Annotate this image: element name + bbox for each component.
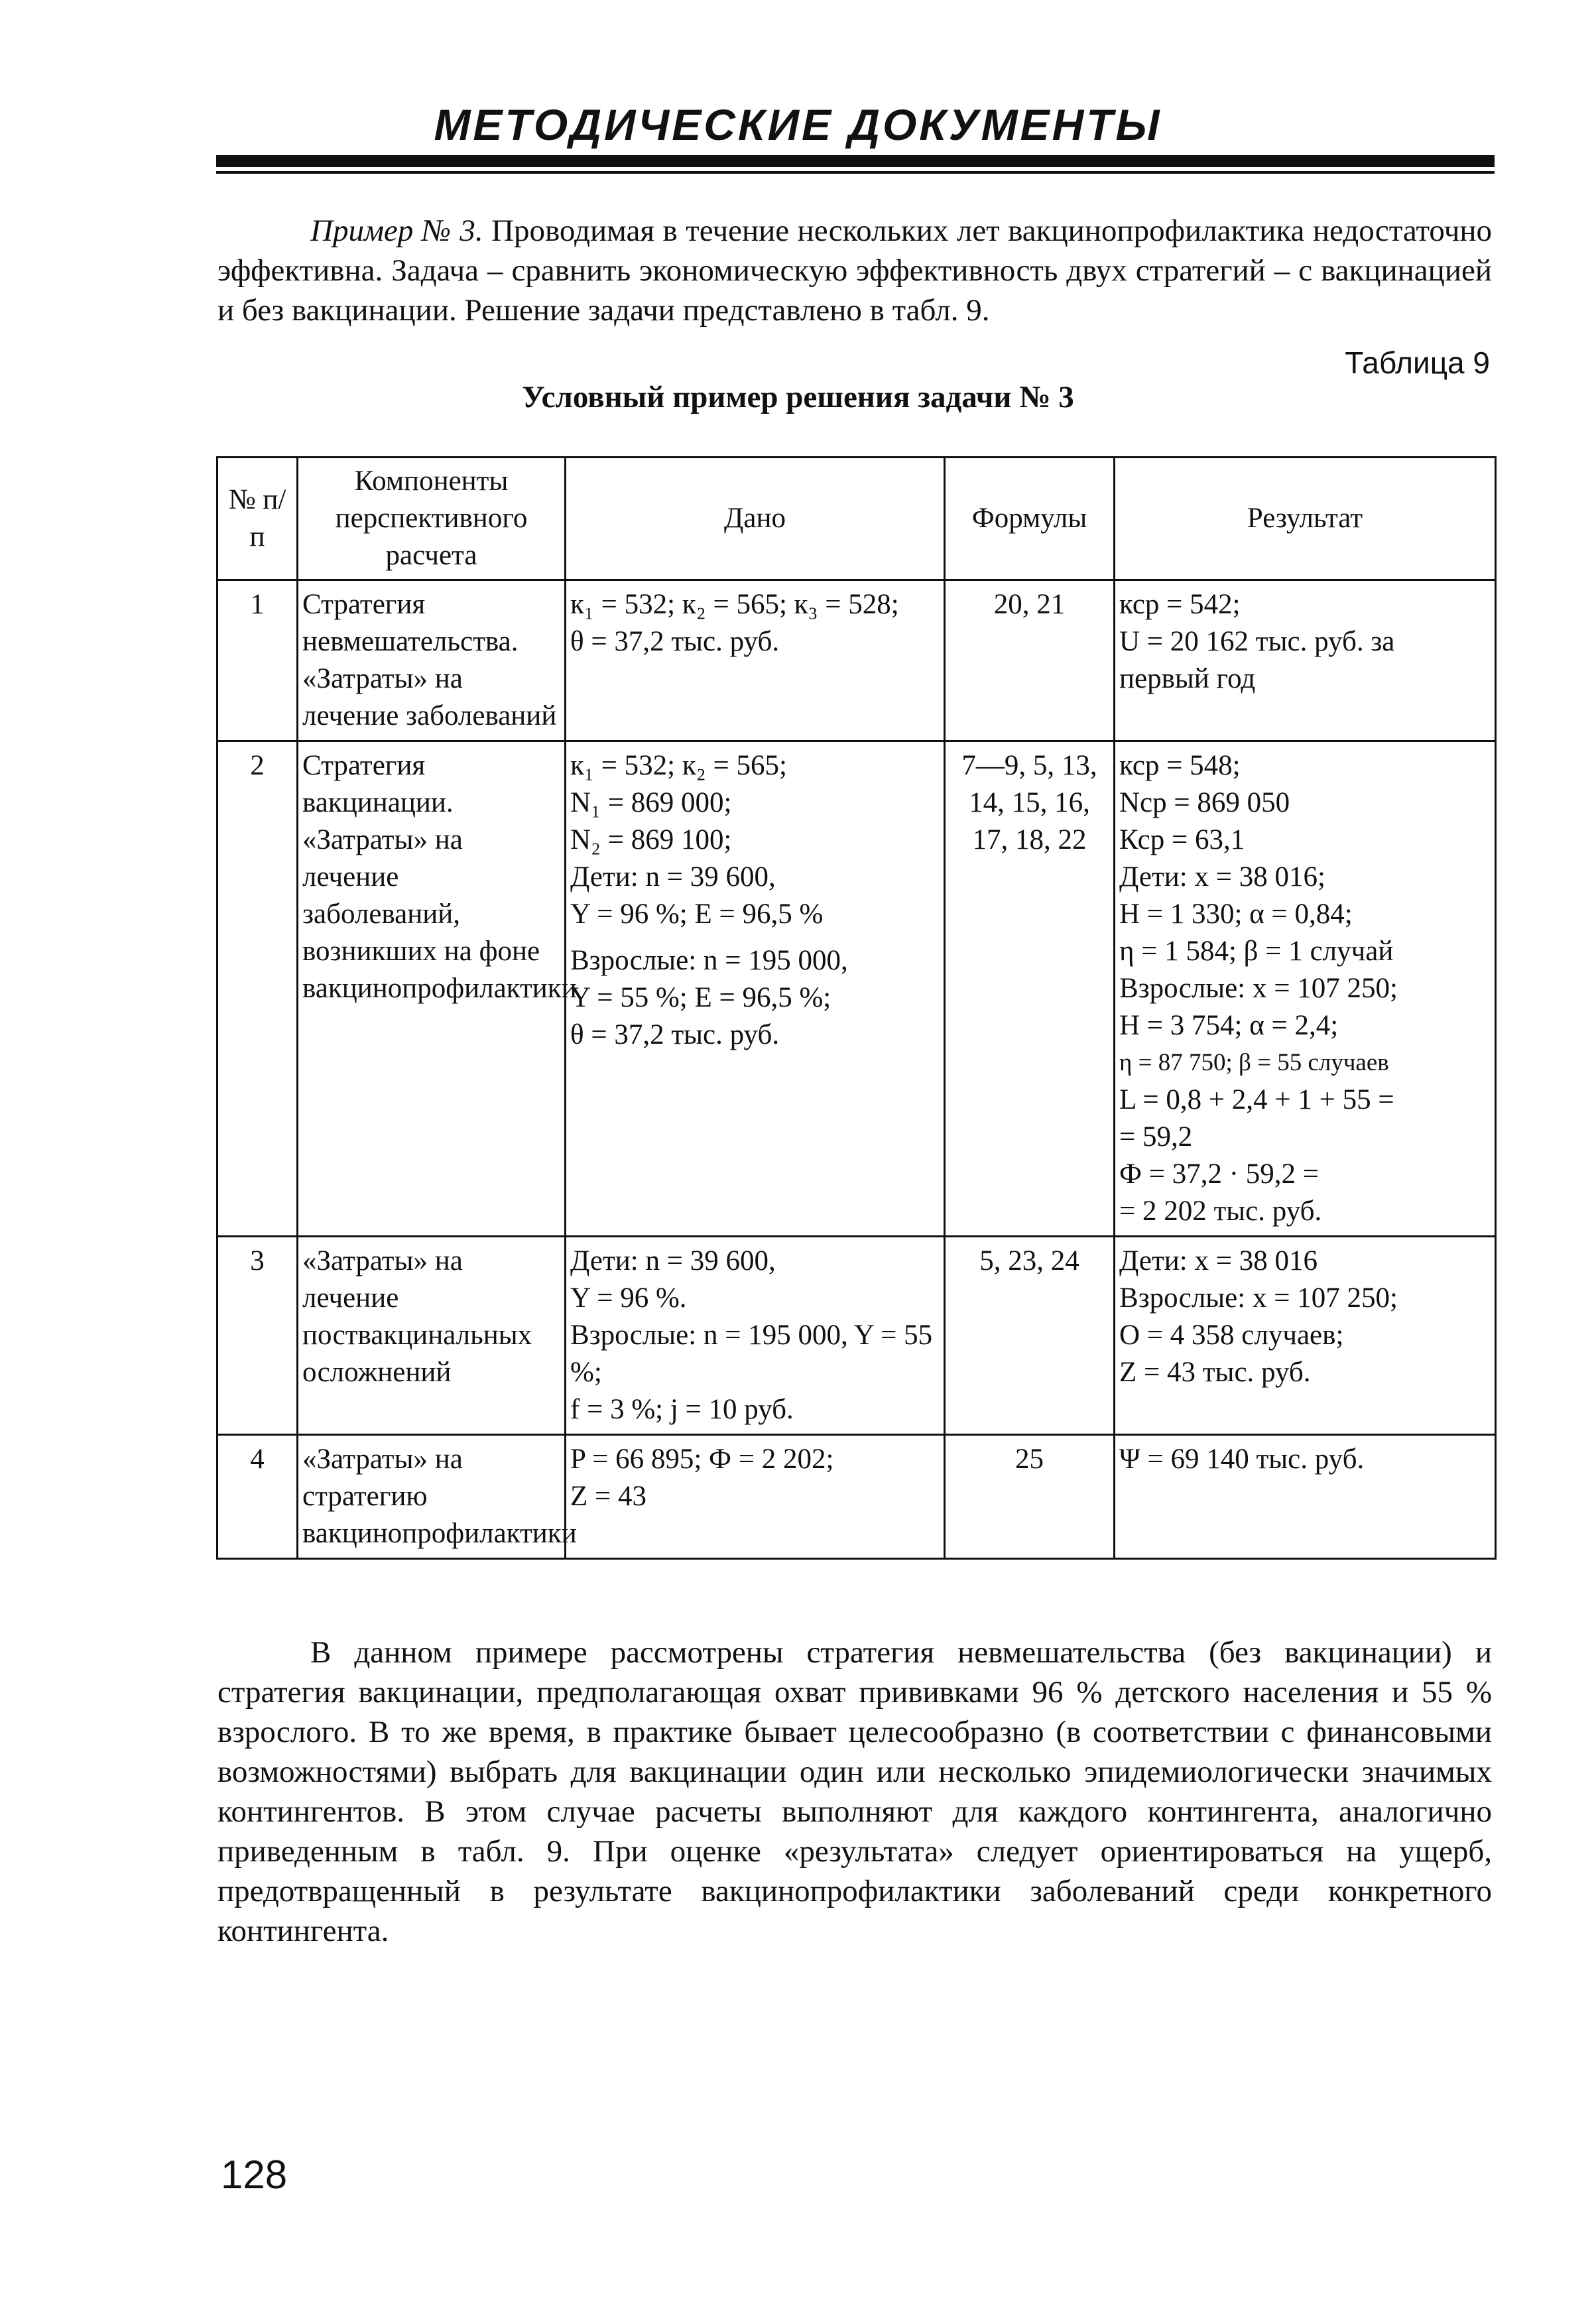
row-formulas: 7—9, 5, 13, 14, 15, 16, 17, 18, 22 bbox=[945, 741, 1115, 1237]
table-number: Таблица 9 bbox=[1345, 345, 1490, 380]
result-line: η = 87 750; β = 55 случаев bbox=[1119, 1049, 1389, 1076]
row-formulas: 5, 23, 24 bbox=[945, 1237, 1115, 1435]
header-components: Компоненты перспективного расчета bbox=[298, 458, 566, 580]
example-label: Пример № 3. bbox=[310, 214, 483, 248]
running-header: МЕТОДИЧЕСКИЕ ДОКУМЕНТЫ bbox=[434, 100, 1162, 149]
result-line: кср = 542; bbox=[1119, 589, 1241, 620]
table-title: Условный пример решения задачи № 3 bbox=[522, 380, 1074, 414]
conclusion-paragraph: В данном примере рассмотрены стратегия невмешательства (без вакцинации) и стратегия вакцинации, предполагающая охват прививками 96 % детского населения и 55 % взрослого. В то же время, в практике бывает целесообразно (в соответствии с финансовыми возможностями) выбрать для вакцинации один или несколько эпидемиологически значимых контингентов. В этом случае расчеты выполняют для каждого контингента, аналогично приведенным в табл. 9. При оценке «результата» следует ориентироваться на ущерб, предотвращенный в результате вакцинопрофилактики заболеваний среди конкретного контингента. bbox=[217, 1635, 1492, 1948]
row-number: 3 bbox=[217, 1237, 298, 1435]
result-line: Дети: x = 38 016; bbox=[1119, 861, 1325, 893]
intro-text: Проводимая в течение нескольких лет вакцинопрофилактика недостаточно эффективна. Задача – сравнить экономическую эффективность двух стратегий – с вакцинацией и без вакцинации. Решение задачи представлено в табл. 9. bbox=[217, 214, 1492, 328]
header-result: Результат bbox=[1115, 458, 1496, 580]
row-given bbox=[566, 1237, 945, 1435]
row-given bbox=[566, 741, 945, 1237]
given-line: Y = 96 %. bbox=[570, 1282, 687, 1314]
solution-table bbox=[216, 456, 1497, 1560]
given-line: Взрослые: n = 195 000, Y = 55 %; bbox=[570, 1320, 940, 1388]
result-line: η = 1 584; β = 1 случай bbox=[1119, 936, 1394, 967]
given-line: Z = 43 bbox=[570, 1481, 647, 1512]
row-number: 2 bbox=[217, 741, 298, 1237]
row-result bbox=[1115, 741, 1496, 1237]
table-row bbox=[217, 1435, 1496, 1559]
intro-paragraph bbox=[217, 211, 1492, 330]
result-line: H = 1 330; α = 0,84; bbox=[1119, 899, 1353, 930]
given-line: Y = 55 %; E = 96,5 %; bbox=[570, 982, 831, 1013]
spacer bbox=[570, 933, 940, 942]
result-line: Z = 43 тыс. руб. bbox=[1119, 1357, 1311, 1388]
header-num: № п/п bbox=[217, 458, 298, 580]
row-components: «Затраты» на стратегию вакцинопрофилактики bbox=[298, 1435, 566, 1559]
result-line: U = 20 162 тыс. руб. за первый год bbox=[1119, 626, 1402, 694]
table-row bbox=[217, 1237, 1496, 1435]
result-line: L = 0,8 + 2,4 + 1 + 55 = bbox=[1119, 1084, 1394, 1115]
row-given bbox=[566, 1435, 945, 1559]
given-line: θ = 37,2 тыс. руб. bbox=[570, 626, 780, 657]
row-number: 4 bbox=[217, 1435, 298, 1559]
row-components: Стратегия невмешательства. «Затраты» на лечение заболеваний bbox=[298, 580, 566, 741]
result-line: = 59,2 bbox=[1119, 1121, 1193, 1152]
given-line: Дети: n = 39 600, bbox=[570, 1245, 776, 1276]
given-line: к₁ = 532; к₂ = 565; к₃ = 528; bbox=[570, 589, 899, 620]
given-line: к₁ = 532; к₂ = 565; bbox=[570, 750, 787, 781]
result-line: Ψ = 69 140 тыс. руб. bbox=[1119, 1444, 1365, 1475]
result-line: Дети: x = 38 016 bbox=[1119, 1245, 1318, 1276]
given-line: Дети: n = 39 600, bbox=[570, 861, 776, 893]
row-result bbox=[1115, 580, 1496, 741]
result-line: O = 4 358 случаев; bbox=[1119, 1320, 1344, 1351]
given-line: Взрослые: n = 195 000, bbox=[570, 945, 848, 976]
result-line: Ф = 37,2 · 59,2 = bbox=[1119, 1158, 1320, 1190]
result-line: Взрослые: x = 107 250; bbox=[1119, 1282, 1398, 1314]
given-line: θ = 37,2 тыс. руб. bbox=[570, 1019, 780, 1050]
result-line: Nср = 869 050 bbox=[1119, 787, 1290, 818]
table-row bbox=[217, 741, 1496, 1237]
page-number: 128 bbox=[221, 2152, 288, 2197]
header-given: Дано bbox=[566, 458, 945, 580]
row-result bbox=[1115, 1237, 1496, 1435]
given-line: N₁ = 869 000; bbox=[570, 787, 732, 818]
header-rule-thick bbox=[216, 155, 1495, 167]
header-formulas: Формулы bbox=[945, 458, 1115, 580]
given-line: f = 3 %; j = 10 руб. bbox=[570, 1394, 794, 1425]
table-header-row bbox=[217, 458, 1496, 580]
row-formulas: 20, 21 bbox=[945, 580, 1115, 741]
header-rule-thin bbox=[216, 171, 1495, 174]
row-given bbox=[566, 580, 945, 741]
result-line: Кср = 63,1 bbox=[1119, 824, 1245, 855]
row-result bbox=[1115, 1435, 1496, 1559]
given-line: Y = 96 %; E = 96,5 % bbox=[570, 899, 824, 930]
row-formulas: 25 bbox=[945, 1435, 1115, 1559]
table-row bbox=[217, 580, 1496, 741]
result-line: H = 3 754; α = 2,4; bbox=[1119, 1010, 1339, 1041]
row-components: «Затраты» на лечение поствакцинальных осложнений bbox=[298, 1237, 566, 1435]
result-line: Взрослые: x = 107 250; bbox=[1119, 973, 1398, 1004]
given-line: P = 66 895; Ф = 2 202; bbox=[570, 1444, 834, 1475]
result-line: = 2 202 тыс. руб. bbox=[1119, 1196, 1322, 1227]
row-number: 1 bbox=[217, 580, 298, 741]
given-line: N₂ = 869 100; bbox=[570, 824, 732, 855]
result-line: кср = 548; bbox=[1119, 750, 1241, 781]
row-components: Стратегия вакцинации. «Затраты» на лечение заболеваний, возникших на фоне вакцинопрофилактики bbox=[298, 741, 566, 1237]
